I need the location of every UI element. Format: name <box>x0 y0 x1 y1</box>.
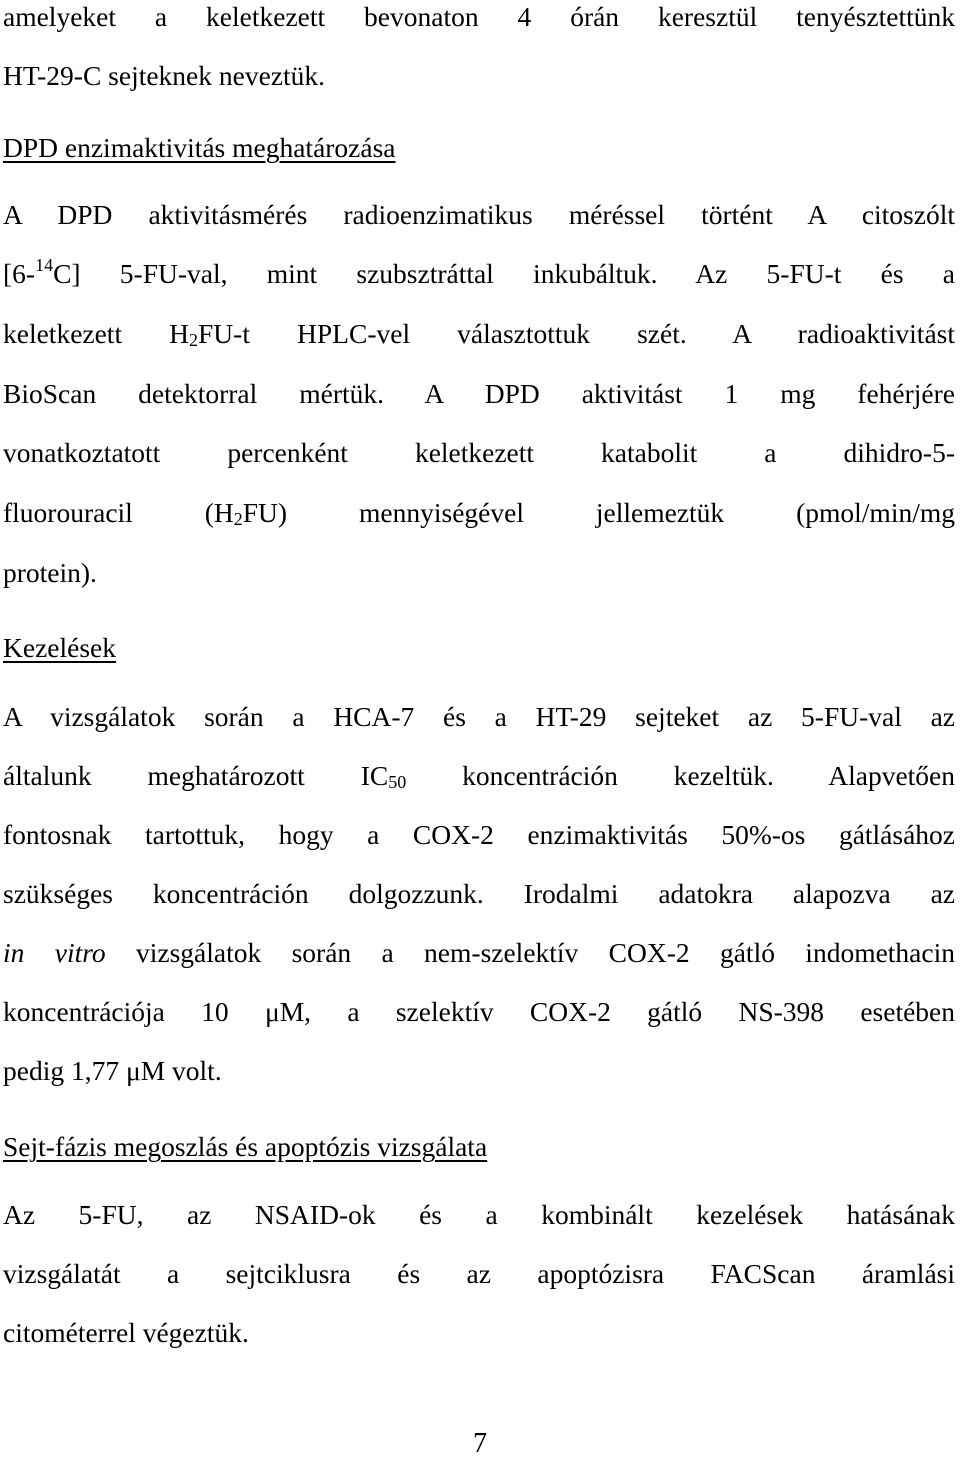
paragraph-line <box>3 257 955 291</box>
section-heading-dpd: DPD enzimaktivitás meghatározása <box>3 132 396 163</box>
paragraph-line: pedig 1,77 μM volt. <box>3 1055 222 1086</box>
italic-term: in vitro <box>3 937 106 968</box>
inline-text: vizsgálatok során a nem-szelektív COX-2 gátló indomethacin <box>105 937 955 968</box>
paragraph-line: koncentrációja 10 μM, a szelektív COX-2 gátló NS-398 esetében <box>3 996 955 1027</box>
section-heading-treatments: Kezelések <box>3 632 116 663</box>
paragraph-line: HT-29-C sejteknek neveztük. <box>3 60 326 91</box>
inline-text: [6- <box>3 258 36 289</box>
paragraph-line: A vizsgálatok során a HCA-7 és a HT-29 sejteket az 5-FU-val az <box>3 701 955 732</box>
inline-text: koncentráción kezeltük. Alapvetően <box>406 760 955 791</box>
paragraph-line: szükséges koncentráción dolgozzunk. Irodalmi adatokra alapozva az <box>3 878 955 909</box>
subscript: 2 <box>233 509 243 529</box>
paragraph-line: A DPD aktivitásmérés radioenzimatikus méréssel történt A citoszólt <box>3 199 955 230</box>
paragraph-line: amelyeket a keletkezett bevonaton 4 órán keresztül tenyésztettünk <box>3 1 955 32</box>
paragraph-line: vizsgálatát a sejtciklusra és az apoptózisra FACScan áramlási <box>3 1258 955 1289</box>
superscript: 14 <box>35 255 54 275</box>
paragraph-line: citométerrel végeztük. <box>3 1317 249 1348</box>
inline-text: FU) mennyiségével jellemeztük (pmol/min/mg <box>242 497 955 528</box>
paragraph-line <box>3 936 955 970</box>
paragraph-line: Az 5-FU, az NSAID-ok és a kombinált kezelések hatásának <box>3 1199 955 1230</box>
inline-text: keletkezett H <box>3 318 190 349</box>
page-number: 7 <box>473 1428 487 1459</box>
paragraph-line: vonatkoztatott percenként keletkezett katabolit a dihidro-5- <box>3 437 955 468</box>
paragraph-line: BioScan detektorral mértük. A DPD aktivitást 1 mg fehérjére <box>3 378 955 409</box>
inline-text: fluorouracil (H <box>3 497 234 528</box>
inline-text: C <box>53 258 72 289</box>
paragraph-line <box>3 317 955 351</box>
subscript: 2 <box>189 330 199 350</box>
section-heading-cellcycle: Sejt-fázis megoszlás és apoptózis vizsgálata <box>3 1131 488 1162</box>
paragraph-line: fontosnak tartottuk, hogy a COX-2 enzimaktivitás 50%-os gátlásához <box>3 819 955 850</box>
paragraph-line <box>3 496 955 530</box>
paragraph-line: protein). <box>3 557 97 588</box>
paragraph-line <box>3 759 955 793</box>
inline-text: FU-t HPLC-vel választottuk szét. A radioaktivitást <box>198 318 955 349</box>
subscript: 50 <box>388 772 407 792</box>
inline-text: ] 5-FU-val, mint szubsztráttal inkubáltuk. Az 5-FU-t és a <box>71 258 955 289</box>
inline-text: általunk meghatározott IC <box>3 760 389 791</box>
